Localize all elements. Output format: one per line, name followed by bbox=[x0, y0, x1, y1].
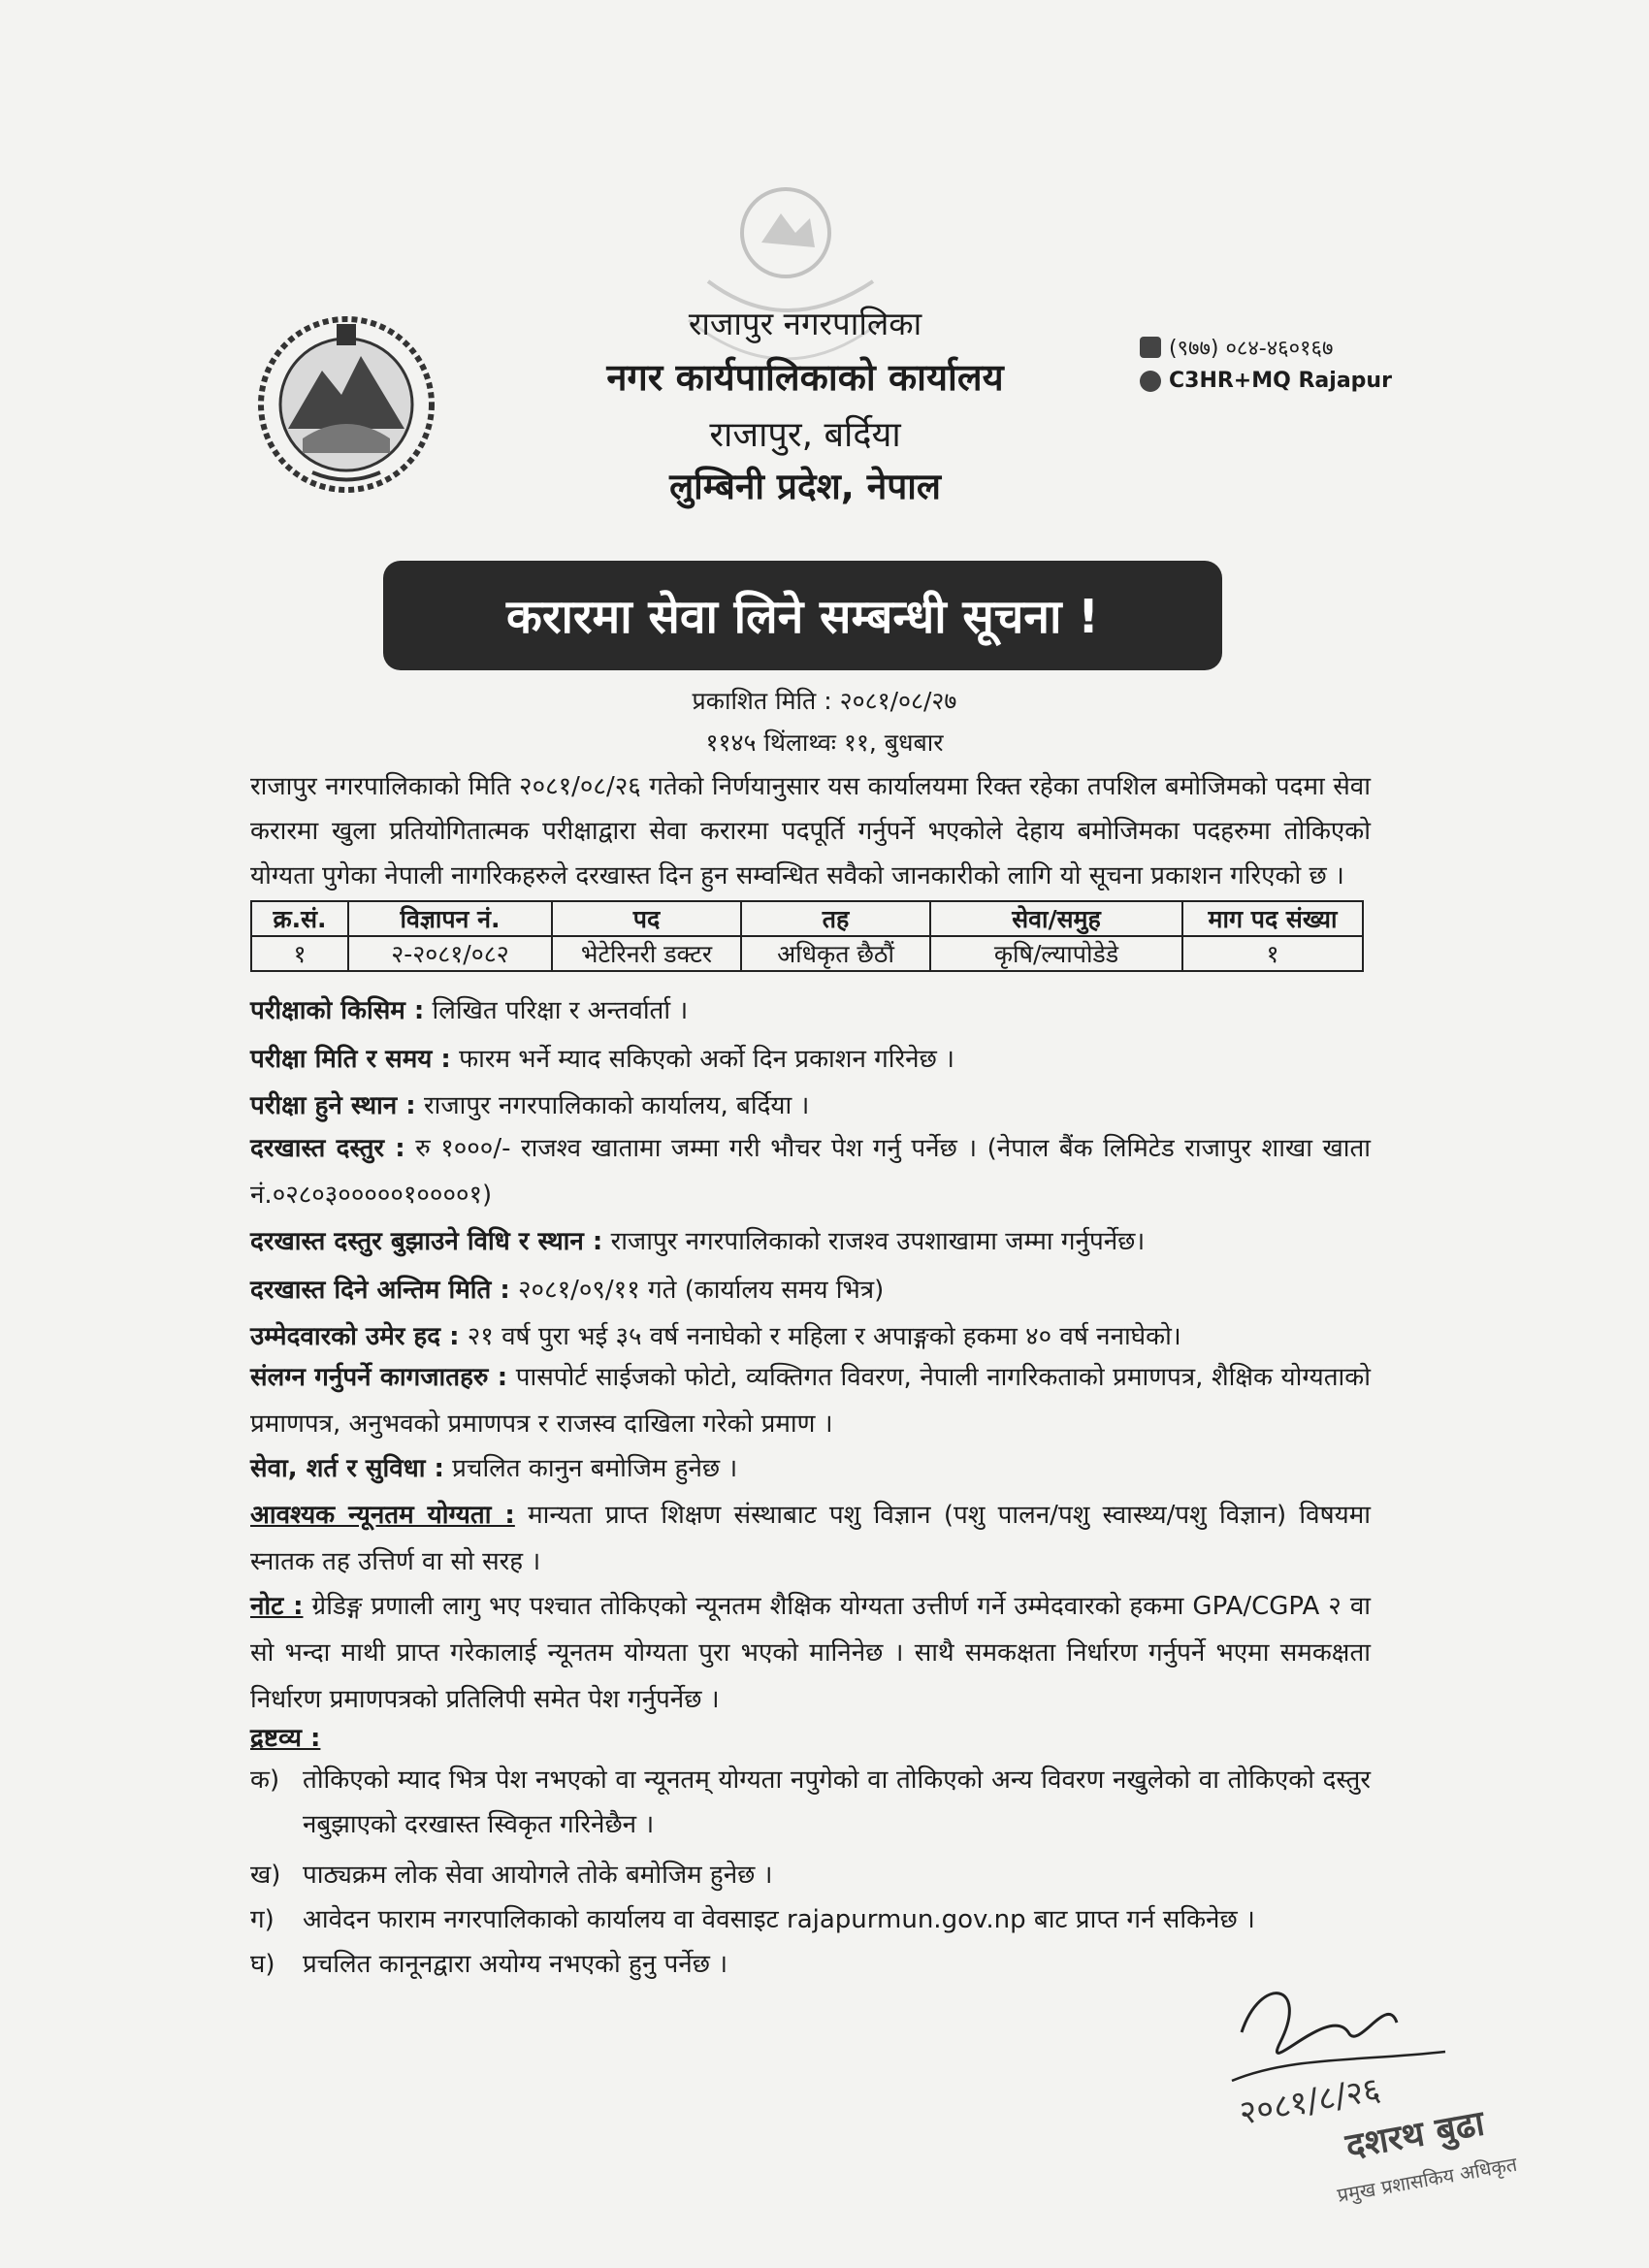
field-age-limit bbox=[250, 1313, 1371, 1360]
location-icon bbox=[1140, 371, 1161, 392]
office-name: नगर कार्यपालिकाको कार्यालय bbox=[606, 356, 1004, 399]
phone-icon bbox=[1140, 337, 1161, 358]
field-value: २१ वर्ष पुरा भई ३५ वर्ष ननाघेको र महिला र अपाङ्गको हकमा ४० वर्ष ननाघेको। bbox=[467, 1322, 1181, 1351]
field-value: राजापुर नगरपालिकाको कार्यालय, बर्दिया । bbox=[423, 1091, 810, 1120]
field-label: परीक्षा हुने स्थान : bbox=[250, 1091, 416, 1120]
list-item bbox=[250, 1758, 1371, 1847]
list-text: पाठ्यक्रम लोक सेवा आयोगले तोके बमोजिम हुनेछ । bbox=[303, 1861, 773, 1890]
list-text: आवेदन फाराम नगरपालिकाको कार्यालय वा वेवसाइट rajapurmun.gov.np बाट प्राप्त गर्न सकिनेछ । bbox=[303, 1905, 1255, 1934]
field-value: पासपोर्ट साईजको फोटो, व्यक्तिगत विवरण, नेपाली नागरिकताको प्रमाणपत्र, शैक्षिक योग्यताको प्रमाणपत्र, अनुभवको प्रमाणपत्र र राजस्व दाखिला गरेको प्रमाण । bbox=[250, 1363, 1371, 1439]
table-cell: २-२०८१/०८२ bbox=[348, 936, 552, 971]
table-cell: १ bbox=[251, 936, 348, 971]
svg-text:प्रमुख प्रशासकिय अधिकृत: प्रमुख प्रशासकिय अधिकृत bbox=[1335, 2152, 1519, 2207]
list-item bbox=[250, 1897, 1371, 1942]
field-value: लिखित परिक्षा र अन्तर्वार्ता । bbox=[432, 996, 689, 1025]
field-label: दरखास्त दिने अन्तिम मिति : bbox=[250, 1276, 510, 1305]
list-marker: ग) bbox=[250, 1905, 275, 1934]
field-value: रु १०००/- राजश्व खातामा जम्मा गरी भौचर पेश गर्नु पर्नेछ । (नेपाल बैंक लिमिटेड राजापुर शाखा खाता नं.०२८०३०००००१००००१) bbox=[250, 1134, 1371, 1210]
municipality-name: राजापुर नगरपालिका bbox=[688, 305, 922, 342]
field-value: राजापुर नगरपालिकाको राजश्व उपशाखामा जम्मा गर्नुपर्नेछ। bbox=[610, 1227, 1146, 1256]
table-header: पद bbox=[552, 901, 741, 936]
list-marker: क) bbox=[250, 1766, 280, 1795]
list-text: प्रचलित कानूनद्वारा अयोग्य नभएको हुनु पर्नेछ । bbox=[303, 1950, 728, 1979]
field-label: संलग्न गर्नुपर्ने कागजातहरु : bbox=[250, 1363, 508, 1392]
field-label: आवश्यक न्यूनतम योग्यता : bbox=[250, 1501, 515, 1530]
list-marker: ख) bbox=[250, 1861, 281, 1890]
contact-location bbox=[1140, 369, 1392, 393]
field-exam-venue bbox=[250, 1083, 1371, 1129]
field-label: परीक्षा मिति र समय : bbox=[250, 1045, 451, 1074]
contact-phone bbox=[1140, 333, 1333, 362]
field-note bbox=[250, 1583, 1371, 1723]
field-min-qualification bbox=[250, 1492, 1371, 1585]
field-value: प्रचलित कानुन बमोजिम हुनेछ । bbox=[452, 1454, 738, 1483]
table-cell: कृषि/ल्यापोडेडे bbox=[930, 936, 1182, 971]
field-exam-date bbox=[250, 1036, 1371, 1083]
drashtavya-heading: द्रष्टव्य : bbox=[250, 1724, 321, 1753]
notice-title: करारमा सेवा लिने सम्बन्धी सूचना ! bbox=[383, 561, 1222, 670]
nepal-sambat-date: ११४५ थिंलाथ्वः ११, बुधबार bbox=[705, 729, 944, 757]
table-cell: १ bbox=[1182, 936, 1363, 971]
field-label: नोट : bbox=[250, 1592, 304, 1621]
field-documents bbox=[250, 1354, 1371, 1447]
table-header: माग पद संख्या bbox=[1182, 901, 1363, 936]
signature-stamp bbox=[1203, 1964, 1542, 2217]
office-province: लुम्बिनी प्रदेश, नेपाल bbox=[669, 466, 941, 507]
field-value: मान्यता प्राप्त शिक्षण संस्थाबाट पशु विज्ञान (पशु पालन/पशु स्वास्थ्य/पशु विज्ञान) विषयमा स्नातक तह उत्तिर्ण वा सो सरह । bbox=[250, 1501, 1371, 1576]
table-header: विज्ञापन नं. bbox=[348, 901, 552, 936]
field-exam-type bbox=[250, 988, 1371, 1034]
location-code: C3HR+MQ Rajapur bbox=[1169, 369, 1392, 393]
office-address: राजापुर, बर्दिया bbox=[709, 415, 901, 455]
field-deadline bbox=[250, 1267, 1371, 1313]
field-application-fee bbox=[250, 1125, 1371, 1218]
field-label: सेवा, शर्त र सुविधा : bbox=[250, 1454, 444, 1483]
table-header: तह bbox=[741, 901, 930, 936]
svg-text:दशरथ बुढा: दशरथ बुढा bbox=[1342, 2103, 1488, 2167]
intro-paragraph: राजापुर नगरपालिकाको मिति २०८१/०८/२६ गतेको निर्णयानुसार यस कार्यालयमा रिक्त रहेका तपशिल बमोजिमको पदमा सेवा करारमा खुला प्रतियोगितात्मक परीक्षाद्वारा सेवा करारमा पदपूर्ति गर्नुपर्ने भएकोले देहाय बमोजिमका पदहरुमा तोकिएको योग्यता पुगेका नेपाली नागरिकहरुले दरखास्त दिन हुन सम्वन्धित सवैको जानकारीको लागि यो सूचना प्रकाशन गरिएको छ । bbox=[250, 772, 1371, 891]
list-marker: घ) bbox=[250, 1950, 275, 1979]
phone-number: (९७७) ०८४-४६०१६७ bbox=[1169, 337, 1334, 361]
field-fee-payment-method bbox=[250, 1218, 1371, 1265]
field-label: उम्मेदवारको उमेर हद : bbox=[250, 1322, 460, 1351]
vacancy-table bbox=[250, 900, 1364, 972]
table-cell: भेटेरिनरी डक्टर bbox=[552, 936, 741, 971]
field-value: ग्रेडिङ्ग प्रणाली लागु भए पश्चात तोकिएको न्यूनतम शैक्षिक योग्यता उत्तीर्ण गर्ने उम्मेदवारको हकमा GPA/CGPA २ वा सो भन्दा माथी प्राप्त गरेकालाई न्यूनतम योग्यता पुरा भएको मानिनेछ । साथै समकक्षता निर्धारण गर्नुपर्ने भएमा समकक्षता निर्धारण प्रमाणपत्रको प्रतिलिपी समेत पेश गर्नुपर्नेछ । bbox=[250, 1592, 1372, 1714]
table-header: सेवा/समुह bbox=[930, 901, 1182, 936]
table-row bbox=[251, 936, 1363, 971]
field-value: २०८१/०९/११ गते (कार्यालय समय भित्र) bbox=[518, 1276, 885, 1305]
list-text: तोकिएको म्याद भित्र पेश नभएको वा न्यूनतम् योग्यता नपुगेको वा तोकिएको अन्य विवरण नखुलेको वा तोकिएको दस्तुर नबुझाएको दरखास्त स्विकृत गरिनेछैन । bbox=[303, 1766, 1371, 1839]
field-value: फारम भर्ने म्याद सकिएको अर्को दिन प्रकाशन गरिनेछ । bbox=[459, 1045, 954, 1074]
field-label: दरखास्त दस्तुर बुझाउने विधि र स्थान : bbox=[250, 1227, 603, 1256]
svg-text:२०८१/८/२६: २०८१/८/२६ bbox=[1236, 2070, 1384, 2133]
field-label: परीक्षाको किसिम : bbox=[250, 996, 425, 1025]
list-item bbox=[250, 1853, 1371, 1897]
field-service-terms bbox=[250, 1445, 1371, 1492]
table-header-row bbox=[251, 901, 1363, 936]
published-date: प्रकाशित मिति : २०८१/०८/२७ bbox=[692, 687, 957, 715]
nepal-emblem-icon bbox=[254, 312, 438, 497]
field-label: दरखास्त दस्तुर : bbox=[250, 1134, 405, 1163]
table-cell: अधिकृत छैठौं bbox=[741, 936, 930, 971]
table-header: क्र.सं. bbox=[251, 901, 348, 936]
